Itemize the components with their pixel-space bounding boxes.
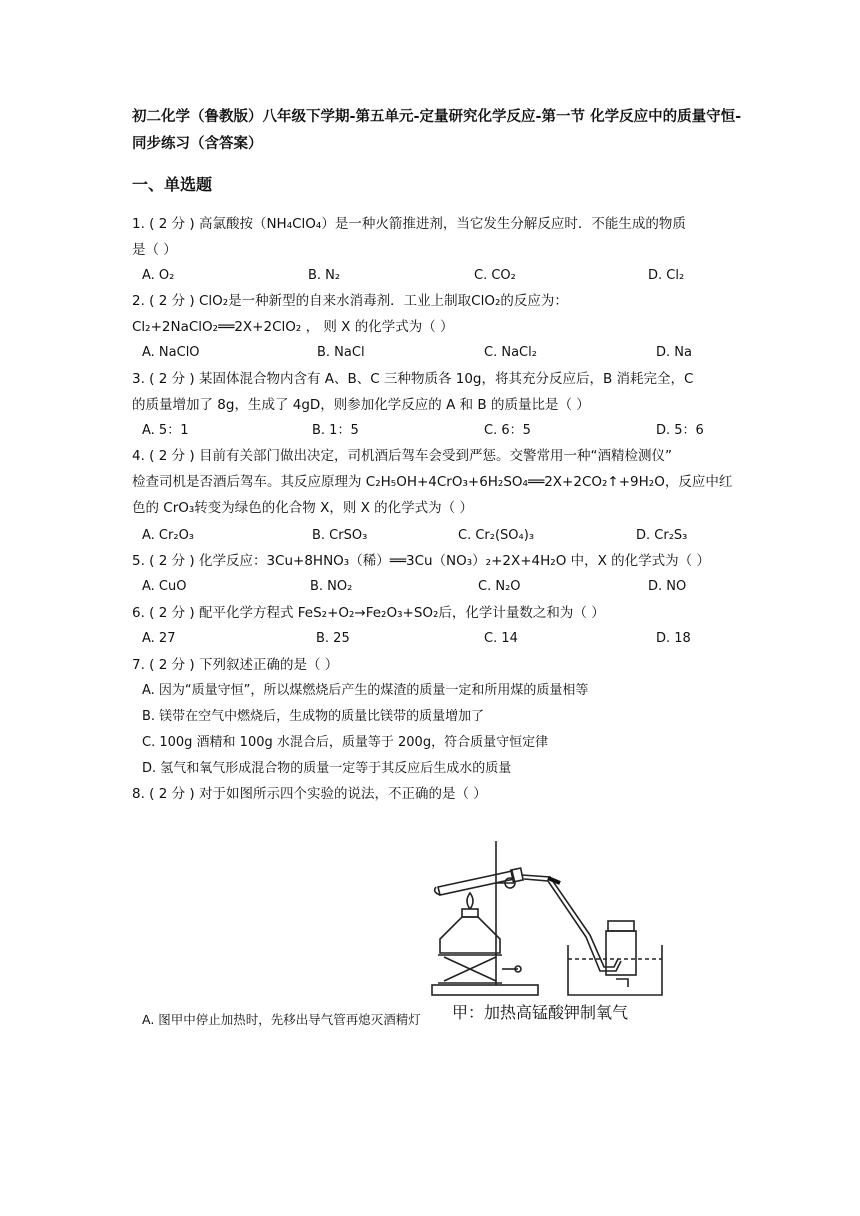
question-6-option-a: A. 27 bbox=[142, 631, 176, 646]
question-7-option-c: C. 100g 酒精和 100g 水混合后，质量等于 200g，符合质量守恒定律 bbox=[142, 735, 549, 750]
document-title: 初二化学（鲁教版）八年级下学期-第五单元-定量研究化学反应-第一节 化学反应中的质量守恒-同步练习（含答案） bbox=[132, 109, 742, 152]
question-6-option-d: D. 18 bbox=[656, 631, 691, 646]
question-5-option-d: D. NO bbox=[648, 579, 687, 594]
question-5-line-1: 5. ( 2 分 ) 化学反应：3Cu+8HNO₃（稀）══3Cu（NO₃）₂+2X+4H₂O 中，X 的化学式为（ ） bbox=[132, 553, 710, 569]
water-trough bbox=[568, 945, 662, 995]
question-3-line-1: 3. ( 2 分 ) 某固体混合物内含有 A、B、C 三种物质各 10g，将其充分反应后，B 消耗完全，C bbox=[132, 371, 694, 387]
question-1-line-1: 1. ( 2 分 ) 高氯酸按（NH₄ClO₄）是一种火箭推进剂，当它发生分解反应时．不能生成的物质 bbox=[132, 216, 686, 232]
question-1-option-a: A. O₂ bbox=[142, 268, 175, 283]
question-1-option-b: B. N₂ bbox=[308, 268, 341, 283]
question-3-option-d: D. 5：6 bbox=[656, 423, 704, 438]
question-2-option-d: D. Na bbox=[656, 345, 692, 360]
question-4-option-c: C. Cr₂(SO₄)₃ bbox=[458, 528, 535, 543]
question-7-line-1: 7. ( 2 分 ) 下列叙述正确的是（ ） bbox=[132, 657, 339, 673]
alcohol-lamp bbox=[440, 917, 500, 953]
delivery-tube bbox=[522, 875, 618, 967]
question-5-option-b: B. NO₂ bbox=[310, 579, 353, 594]
question-7-option-b: B. 镁带在空气中燃烧后，生成物的质量比镁带的质量增加了 bbox=[142, 709, 485, 724]
bottle-top bbox=[608, 921, 634, 931]
question-5-option-a: A. CuO bbox=[142, 579, 187, 594]
question-1-line-2: 是（ ） bbox=[132, 242, 177, 258]
question-6-option-c: C. 14 bbox=[484, 631, 518, 646]
question-4-line-1: 4. ( 2 分 ) 目前有关部门做出决定，司机酒后驾车会受到严惩。交警常用一种“酒精检测仪” bbox=[132, 448, 672, 464]
question-6-line-1: 6. ( 2 分 ) 配平化学方程式 FeS₂+O₂→Fe₂O₃+SO₂后，化学计量数之和为（ ） bbox=[132, 605, 605, 621]
question-2-option-a: A. NaClO bbox=[142, 345, 200, 360]
question-2-line-2: Cl₂+2NaClO₂══2X+2ClO₂ ， 则 X 的化学式为（ ） bbox=[132, 319, 454, 335]
question-2-option-c: C. NaCl₂ bbox=[484, 345, 537, 360]
question-5-option-c: C. N₂O bbox=[478, 579, 521, 594]
collection-bottle bbox=[606, 931, 636, 975]
question-4-line-3: 色的 CrO₃转变为绿色的化合物 X，则 X 的化学式为（ ） bbox=[132, 500, 473, 516]
question-3-option-a: A. 5：1 bbox=[142, 423, 189, 438]
question-6-option-b: B. 25 bbox=[316, 631, 350, 646]
question-2-line-1: 2. ( 2 分 ) ClO₂是一种新型的自来水消毒剂．工业上制取ClO₂的反应为： bbox=[132, 293, 568, 309]
apparatus-figure bbox=[418, 835, 668, 1025]
stand-base bbox=[432, 985, 538, 995]
lamp-flame bbox=[467, 893, 473, 909]
bottle-support bbox=[616, 979, 628, 987]
question-4-line-2: 检查司机是否酒后驾车。其反应原理为 C₂H₅OH+4CrO₃+6H₂SO₄══2X+2CO₂↑+9H₂O，反应中红 bbox=[132, 474, 733, 490]
question-1-option-d: D. Cl₂ bbox=[648, 268, 685, 283]
question-1-option-c: C. CO₂ bbox=[474, 268, 516, 283]
stopper bbox=[511, 868, 523, 882]
question-4-option-b: B. CrSO₃ bbox=[312, 528, 368, 543]
question-3-option-b: B. 1：5 bbox=[312, 423, 359, 438]
figure-caption: 甲：加热高锰酸钾制氧气 bbox=[452, 1003, 629, 1022]
question-3-line-2: 的质量增加了 8g，生成了 4gD，则参加化学反应的 A 和 B 的质量比是（ ） bbox=[132, 397, 590, 413]
question-3-option-c: C. 6：5 bbox=[484, 423, 531, 438]
question-4-option-d: D. Cr₂S₃ bbox=[636, 528, 688, 543]
question-8-line-1: 8. ( 2 分 ) 对于如图所示四个实验的说法，不正确的是（ ） bbox=[132, 786, 487, 802]
question-7-option-d: D. 氢气和氧气形成混合物的质量一定等于其反应后生成水的质量 bbox=[142, 761, 512, 776]
lamp-neck bbox=[462, 909, 478, 917]
question-4-option-a: A. Cr₂O₃ bbox=[142, 528, 195, 543]
question-2-option-b: B. NaCl bbox=[317, 345, 365, 360]
question-8-option-a: A. 图甲中停止加热时，先移出导气管再熄灭酒精灯 bbox=[142, 1012, 421, 1027]
section-title: 一、单选题 bbox=[132, 175, 213, 194]
question-7-option-a: A. 因为“质量守恒”，所以煤燃烧后产生的煤渣的质量一定和所用煤的质量相等 bbox=[142, 683, 589, 698]
